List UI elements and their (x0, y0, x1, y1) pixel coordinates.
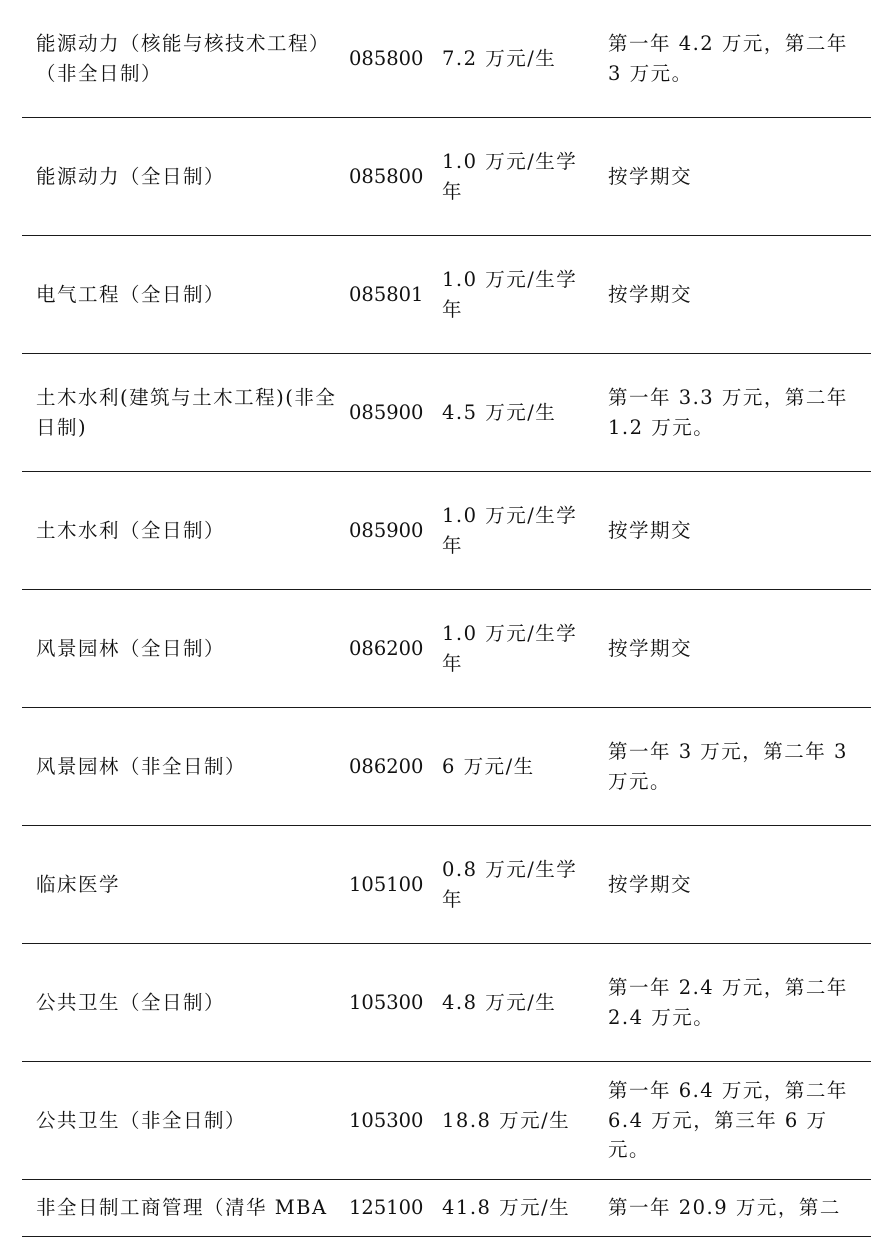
major-code-cell: 085800 (349, 0, 442, 118)
tuition-fee-cell: 1.0 万元/生学年 (442, 472, 608, 590)
payment-note-cell: 按学期交 (608, 590, 871, 708)
major-name-cell: 临床医学 (22, 826, 349, 944)
table-row (22, 708, 871, 826)
table-row (22, 236, 871, 354)
major-code-cell: 086200 (349, 708, 442, 826)
payment-note-cell: 按学期交 (608, 472, 871, 590)
major-name-cell: 电气工程（全日制） (22, 236, 349, 354)
tuition-fee-cell: 41.8 万元/生 (442, 1180, 608, 1237)
payment-note-cell: 第一年 3.3 万元，第二年 1.2 万元。 (608, 354, 871, 472)
major-name-cell: 公共卫生（全日制） (22, 944, 349, 1062)
payment-note-cell: 按学期交 (608, 236, 871, 354)
major-code-cell: 086200 (349, 590, 442, 708)
table-row (22, 118, 871, 236)
major-name-cell: 公共卫生（非全日制） (22, 1062, 349, 1180)
table-row (22, 826, 871, 944)
payment-note-cell: 第一年 4.2 万元，第二年 3 万元。 (608, 0, 871, 118)
tuition-fee-cell: 18.8 万元/生 (442, 1062, 608, 1180)
tuition-fee-cell: 1.0 万元/生学年 (442, 590, 608, 708)
tuition-fee-cell: 6 万元/生 (442, 708, 608, 826)
major-code-cell: 125100 (349, 1180, 442, 1237)
major-name-cell: 能源动力（核能与核技术工程）（非全日制） (22, 0, 349, 118)
tuition-fee-table (22, 0, 871, 1237)
major-code-cell: 085900 (349, 472, 442, 590)
major-name-cell: 风景园林（非全日制） (22, 708, 349, 826)
major-code-cell: 085801 (349, 236, 442, 354)
major-name-cell: 土木水利(建筑与土木工程)(非全日制) (22, 354, 349, 472)
major-code-cell: 085800 (349, 118, 442, 236)
payment-note-cell: 第一年 3 万元，第二年 3 万元。 (608, 708, 871, 826)
payment-note-cell: 第一年 20.9 万元，第二 (608, 1180, 871, 1237)
tuition-fee-cell: 1.0 万元/生学年 (442, 118, 608, 236)
major-code-cell: 105300 (349, 1062, 442, 1180)
major-code-cell: 105100 (349, 826, 442, 944)
table-row (22, 944, 871, 1062)
major-code-cell: 085900 (349, 354, 442, 472)
major-name-cell: 能源动力（全日制） (22, 118, 349, 236)
major-name-cell: 土木水利（全日制） (22, 472, 349, 590)
table-row (22, 1062, 871, 1180)
table-row (22, 0, 871, 118)
payment-note-cell: 第一年 2.4 万元，第二年 2.4 万元。 (608, 944, 871, 1062)
table-row (22, 1180, 871, 1237)
table-row (22, 354, 871, 472)
payment-note-cell: 按学期交 (608, 118, 871, 236)
tuition-fee-cell: 7.2 万元/生 (442, 0, 608, 118)
tuition-fee-cell: 0.8 万元/生学年 (442, 826, 608, 944)
major-name-cell: 风景园林（全日制） (22, 590, 349, 708)
major-code-cell: 105300 (349, 944, 442, 1062)
table-row (22, 472, 871, 590)
table-row (22, 590, 871, 708)
payment-note-cell: 第一年 6.4 万元，第二年 6.4 万元，第三年 6 万元。 (608, 1062, 871, 1180)
tuition-fee-cell: 1.0 万元/生学年 (442, 236, 608, 354)
major-name-cell: 非全日制工商管理（清华 MBA (22, 1180, 349, 1237)
payment-note-cell: 按学期交 (608, 826, 871, 944)
tuition-fee-cell: 4.8 万元/生 (442, 944, 608, 1062)
tuition-fee-cell: 4.5 万元/生 (442, 354, 608, 472)
